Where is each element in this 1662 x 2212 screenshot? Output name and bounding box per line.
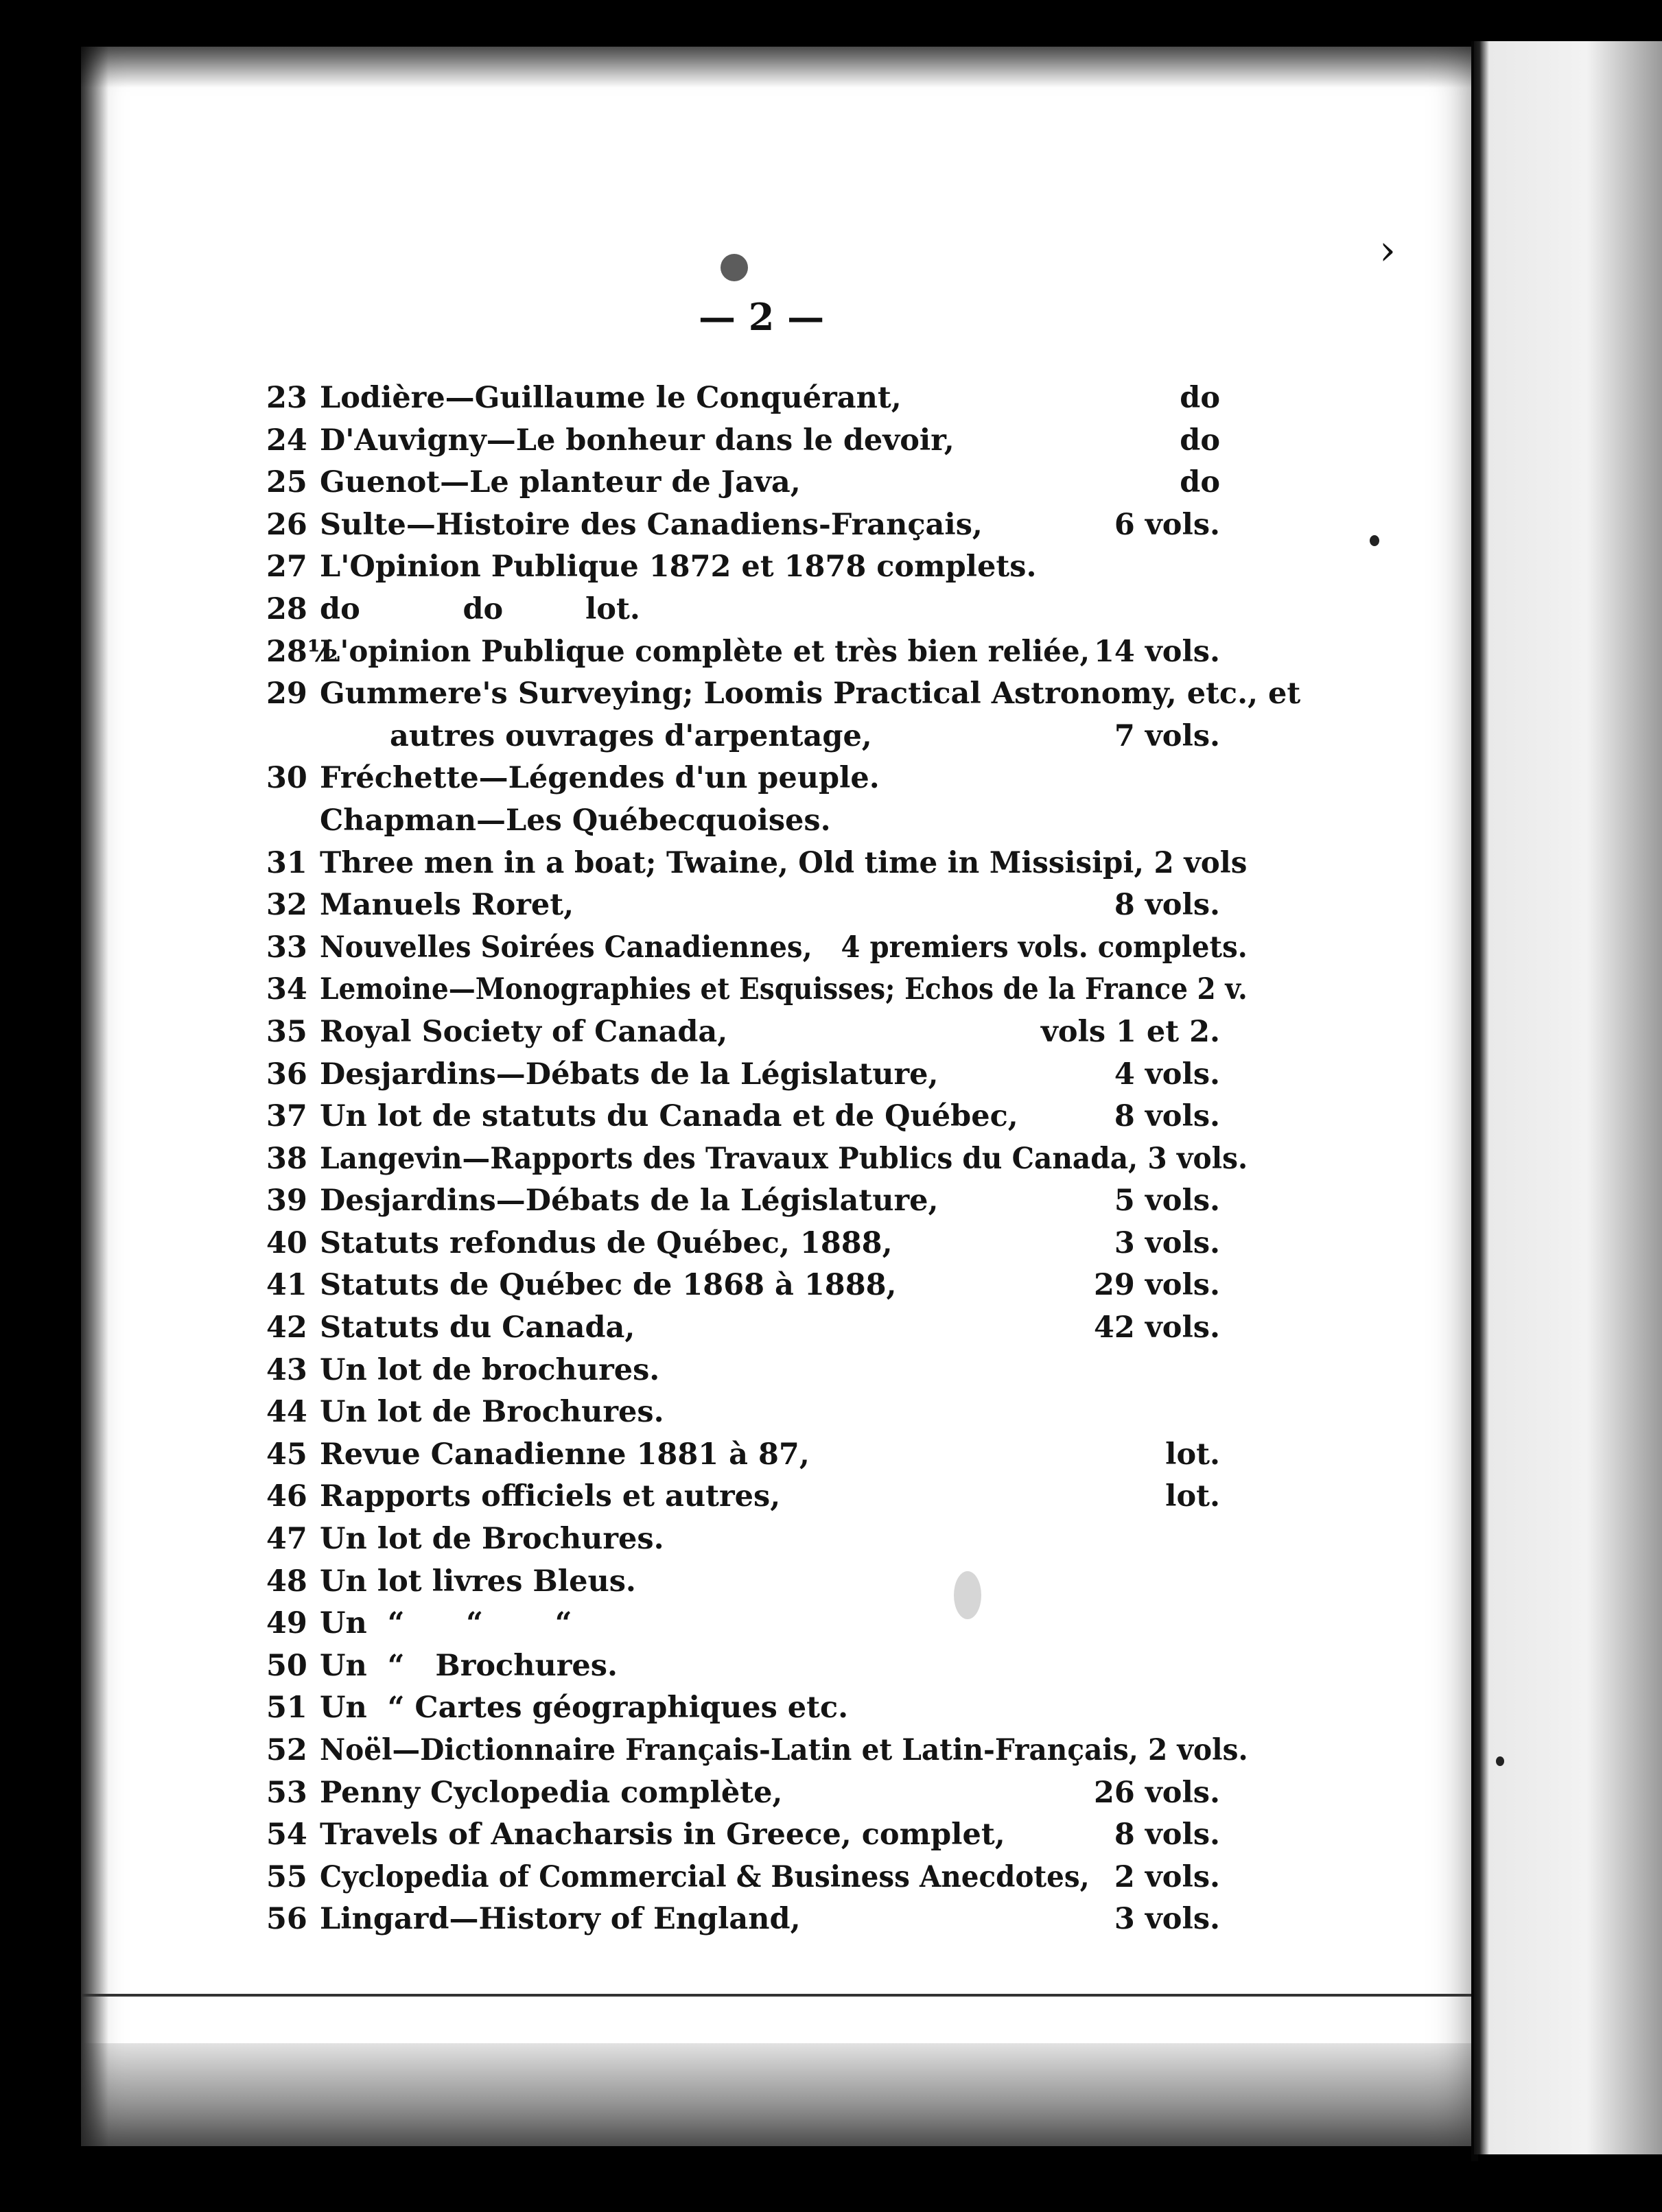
- entry-text: Gummere's Surveying; Loomis Practical Astronomy, etc., et: [320, 676, 1301, 711]
- entry-quantity: do: [1180, 423, 1220, 458]
- entry-quantity: vols 1 et 2.: [1040, 1014, 1220, 1049]
- catalogue-entry: [266, 1772, 1268, 1815]
- entry-text: Statuts refondus de Québec, 1888,: [320, 1225, 893, 1260]
- catalogue-entry: [266, 1350, 1268, 1392]
- entry-number: 40: [266, 1225, 307, 1260]
- entry-text: do do lot.: [320, 591, 640, 626]
- entry-number: 37: [266, 1099, 307, 1134]
- entry-text: D'Auvigny—Le bonheur dans le devoir,: [320, 423, 955, 458]
- catalogue-entry: [266, 1264, 1268, 1307]
- catalogue-entry: [266, 1518, 1268, 1561]
- catalogue-entry: [266, 546, 1268, 589]
- entry-text: L'opinion Publique complète et très bien reliée,: [320, 634, 1090, 669]
- catalogue-entry: [266, 1054, 1268, 1096]
- entry-number: 51: [266, 1691, 307, 1726]
- entry-text: Three men in a boat; Twaine, Old time in Missisipi, 2 vols: [320, 845, 1248, 880]
- entry-quantity: 3 vols.: [1114, 1225, 1220, 1260]
- catalogue-entry: [266, 716, 1268, 758]
- entry-text: autres ouvrages d'arpentage,: [390, 718, 872, 753]
- entry-text: Manuels Roret,: [320, 888, 574, 923]
- catalogue-entry: [266, 969, 1268, 1011]
- entry-number: 44: [266, 1395, 307, 1430]
- entry-number: 29: [266, 676, 307, 711]
- scan-shadow-top: [81, 47, 1474, 88]
- entry-quantity: 6 vols.: [1114, 507, 1220, 542]
- entry-quantity: lot.: [1165, 1479, 1220, 1514]
- entry-number: 28: [266, 591, 307, 626]
- entry-text: Nouvelles Soirées Canadiennes, 4 premiers vols. complets.: [320, 930, 1248, 965]
- catalogue-entry: [266, 673, 1301, 716]
- scan-speck: [954, 1571, 981, 1619]
- entry-text: L'Opinion Publique 1872 et 1878 complets.: [320, 550, 1037, 585]
- entry-text: Un lot de Brochures.: [320, 1395, 664, 1430]
- catalogue-entry: [266, 1096, 1268, 1138]
- entry-number: 31: [266, 845, 307, 880]
- entry-quantity: 29 vols.: [1094, 1268, 1220, 1303]
- entry-quantity: 5 vols.: [1114, 1184, 1220, 1219]
- catalogue-entry: [266, 1645, 1268, 1688]
- scan-speck: [1496, 1756, 1504, 1766]
- entry-text: Penny Cyclopedia complète,: [320, 1775, 783, 1810]
- entry-quantity: 2 vols.: [1114, 1859, 1220, 1894]
- margin-mark: ›: [1379, 226, 1396, 274]
- entry-text: Rapports officiels et autres,: [320, 1479, 781, 1514]
- entry-text: Sulte—Histoire des Canadiens-Français,: [320, 507, 983, 542]
- entry-text: Cyclopedia of Commercial & Business Anecdotes,: [320, 1859, 1090, 1894]
- entry-number: 36: [266, 1057, 307, 1092]
- entry-number: 24: [266, 423, 307, 458]
- entry-text: Chapman—Les Québecquoises.: [320, 803, 831, 838]
- entry-number: 54: [266, 1817, 307, 1852]
- catalogue-entry: [266, 1561, 1268, 1603]
- entry-number: 33: [266, 930, 307, 965]
- catalogue-entry: [266, 884, 1268, 927]
- entry-text: Lingard—History of England,: [320, 1902, 801, 1937]
- catalogue-entry: [266, 1603, 1268, 1645]
- scan-speck: [721, 254, 748, 281]
- entry-text: Un “ “ “: [320, 1606, 572, 1641]
- entry-quantity: 7 vols.: [1114, 718, 1220, 753]
- entry-number: 32: [266, 888, 307, 923]
- entry-quantity: do: [1180, 465, 1220, 500]
- catalogue-entry: [266, 1687, 1268, 1730]
- entry-text: Noël—Dictionnaire Français-Latin et Latin-Français, 2 vols.: [320, 1733, 1248, 1767]
- entry-text: Lemoine—Monographies et Esquisses; Echos de la France 2 v.: [320, 972, 1248, 1007]
- entry-text: Desjardins—Débats de la Législature,: [320, 1184, 939, 1219]
- entry-number: 27: [266, 550, 307, 585]
- catalogue-entry: [266, 1180, 1268, 1223]
- entry-text: Statuts du Canada,: [320, 1310, 635, 1345]
- entry-quantity: 14 vols.: [1094, 634, 1220, 669]
- entry-number: 23: [266, 381, 307, 415]
- entry-number: 34: [266, 972, 307, 1007]
- entry-quantity: 3 vols.: [1114, 1902, 1220, 1937]
- catalogue-entry: [266, 1898, 1268, 1941]
- catalogue-entry: [266, 800, 1268, 843]
- entry-text: Un lot de Brochures.: [320, 1522, 664, 1557]
- entry-number: 48: [266, 1564, 307, 1599]
- catalogue-entry: [266, 462, 1268, 504]
- bottom-rule: [81, 1994, 1474, 1997]
- scan-speck: [1370, 535, 1379, 546]
- catalogue-entry: [266, 377, 1268, 420]
- entry-text: Desjardins—Débats de la Législature,: [320, 1057, 939, 1092]
- entry-quantity: 26 vols.: [1094, 1775, 1220, 1810]
- entry-number: 41: [266, 1268, 307, 1303]
- catalogue-entry: [266, 631, 1268, 674]
- entry-quantity: 8 vols.: [1114, 888, 1220, 923]
- entry-quantity: 4 vols.: [1114, 1057, 1220, 1092]
- entry-text: Un lot livres Bleus.: [320, 1564, 636, 1599]
- entry-text: Un “ Brochures.: [320, 1648, 618, 1683]
- entry-text: Statuts de Québec de 1868 à 1888,: [320, 1268, 897, 1303]
- page-number: — 2 —: [699, 295, 825, 339]
- entry-number: 26: [266, 507, 307, 542]
- entry-text: Un lot de brochures.: [320, 1352, 660, 1387]
- entry-quantity: 8 vols.: [1114, 1817, 1220, 1852]
- entry-quantity: lot.: [1165, 1437, 1220, 1472]
- catalogue-entry: [266, 1307, 1268, 1350]
- entry-quantity: do: [1180, 381, 1220, 415]
- entry-number: 30: [266, 761, 307, 796]
- entry-number: 50: [266, 1648, 307, 1683]
- entry-text: Un “ Cartes géographiques etc.: [320, 1691, 849, 1726]
- entry-number: 45: [266, 1437, 307, 1472]
- entry-text: Revue Canadienne 1881 à 87,: [320, 1437, 810, 1472]
- entry-quantity: 8 vols.: [1114, 1099, 1220, 1134]
- entry-text: Un lot de statuts du Canada et de Québec,: [320, 1099, 1018, 1134]
- entry-number: 43: [266, 1352, 307, 1387]
- entry-number: 42: [266, 1310, 307, 1345]
- entry-number: 46: [266, 1479, 307, 1514]
- entry-number: 52: [266, 1733, 307, 1767]
- catalogue-entry: [266, 1223, 1268, 1265]
- catalogue-entry: [266, 1391, 1268, 1434]
- entry-text: Langevin—Rapports des Travaux Publics du Canada, 3 vols.: [320, 1141, 1248, 1176]
- facing-page-edge: [1474, 41, 1662, 2154]
- entry-number: 38: [266, 1141, 307, 1176]
- scan-shadow-bottom: [81, 2043, 1474, 2146]
- catalogue-entry: [266, 757, 1268, 800]
- catalogue-entry: [266, 1730, 1268, 1772]
- entry-number: 39: [266, 1184, 307, 1219]
- catalogue-entry: [266, 1138, 1268, 1181]
- catalogue-entry: [266, 1814, 1268, 1857]
- catalogue-entry: [266, 843, 1268, 885]
- entry-number: 28½: [266, 634, 338, 669]
- catalogue-entry: [266, 504, 1268, 547]
- entry-number: 56: [266, 1902, 307, 1937]
- entry-number: 53: [266, 1775, 307, 1810]
- entry-text: Royal Society of Canada,: [320, 1014, 728, 1049]
- catalogue-list: [266, 377, 1301, 1941]
- entry-text: Fréchette—Légendes d'un peuple.: [320, 761, 880, 796]
- entry-quantity: 42 vols.: [1094, 1310, 1220, 1345]
- entry-number: 35: [266, 1014, 307, 1049]
- entry-text: Lodière—Guillaume le Conquérant,: [320, 381, 902, 415]
- catalogue-entry: [266, 420, 1268, 462]
- catalogue-entry: [266, 1476, 1268, 1518]
- entry-number: 47: [266, 1522, 307, 1557]
- entry-text: Guenot—Le planteur de Java,: [320, 465, 801, 500]
- entry-number: 49: [266, 1606, 307, 1641]
- entry-text: Travels of Anacharsis in Greece, complet,: [320, 1817, 1005, 1852]
- catalogue-entry: [266, 1011, 1268, 1054]
- scan-shadow-left: [81, 47, 108, 2146]
- catalogue-entry: [266, 1434, 1268, 1476]
- entry-number: 55: [266, 1859, 307, 1894]
- catalogue-entry: [266, 927, 1268, 969]
- catalogue-entry: [266, 1857, 1268, 1899]
- entry-number: 25: [266, 465, 307, 500]
- catalogue-entry: [266, 589, 1268, 631]
